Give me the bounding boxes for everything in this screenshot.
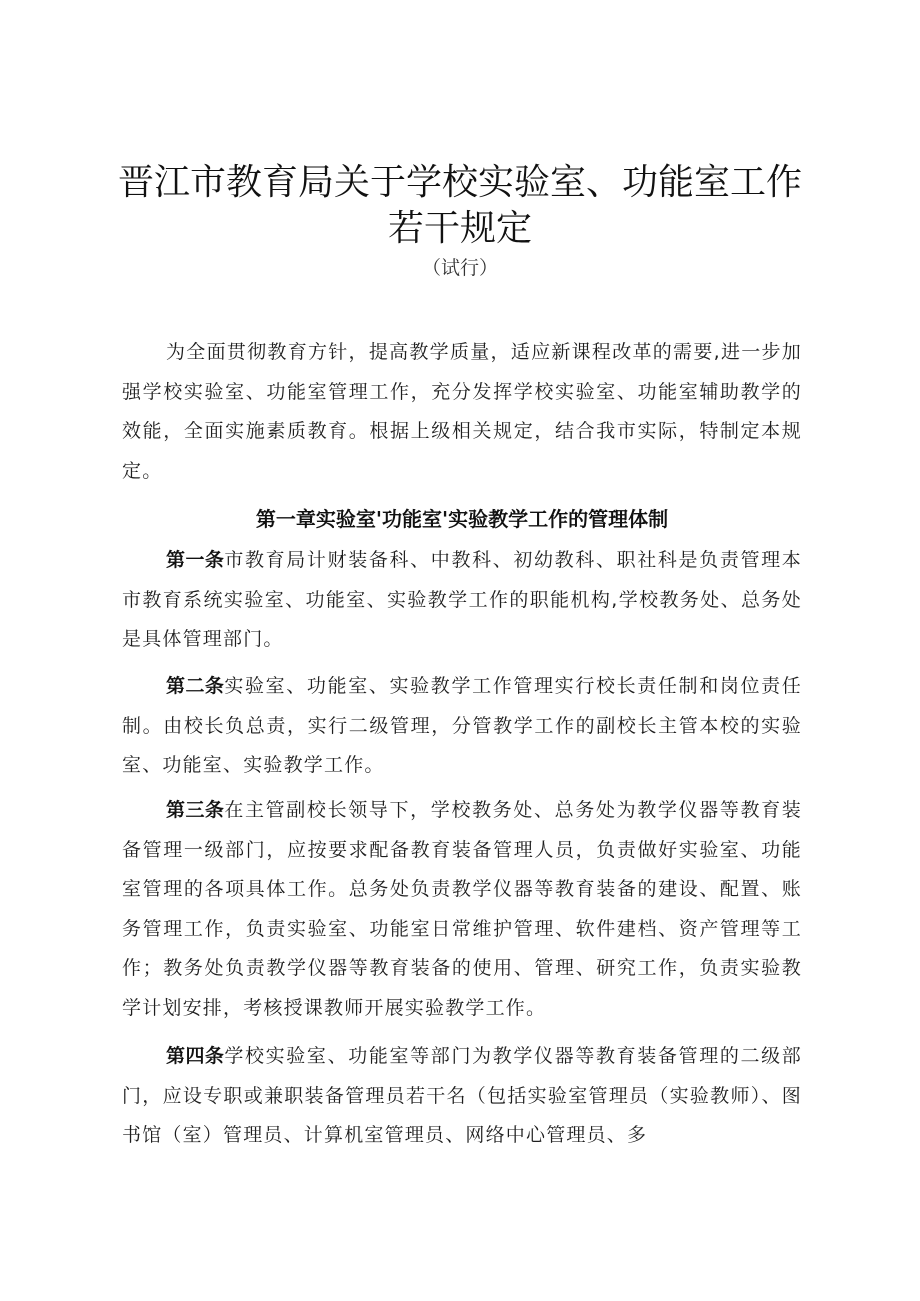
document-subtitle: （试行） bbox=[421, 257, 498, 279]
article-4-label: 第四条 bbox=[166, 1045, 225, 1067]
article-2-label: 第二条 bbox=[166, 675, 225, 697]
article-1-text: 市教育局计财装备科、中教科、初幼教科、职社科是负责管理本市教育系统实验室、功能室、实验教学工作的职能机构,学校教务处、总务处是具体管理部门。 bbox=[122, 549, 802, 651]
article-3-text: 在主管副校长领导下，学校教务处、总务处为教学仪器等教育装备管理一级部门，应按要求配备教育装备管理人员，负责做好实验室、功能室管理的各项具体工作。总务处负责教学仪器等教育装备的建设、配置、账务管理工作，负责实验室、功能室日常维护管理、软件建档、资产管理等工作；教务处负责教学仪器等教育装备的使用、管理、研究工作，负责实验教学计划安排，考核授课教师开展实验教学工作。 bbox=[122, 799, 802, 1019]
article-2 bbox=[122, 667, 802, 786]
intro-paragraph: 为全面贯彻教育方针，提高教学质量，适应新课程改革的需要,进一步加强学校实验室、功能室管理工作，充分发挥学校实验室、功能室辅助教学的效能，全面实施素质教育。根据上级相关规定，结合我市实际，特制定本规定。 bbox=[122, 341, 802, 482]
article-3-label: 第三条 bbox=[166, 799, 225, 821]
article-2-text: 实验室、功能室、实验教学工作管理实行校长责任制和岗位责任制。由校长负总责，实行二级管理，分管教学工作的副校长主管本校的实验室、功能室、实验教学工作。 bbox=[122, 675, 802, 777]
article-1-label: 第一条 bbox=[166, 549, 225, 571]
article-4-text: 学校实验室、功能室等部门为教学仪器等教育装备管理的二级部门，应设专职或兼职装备管理员若干名（包括实验室管理员（实验教师）、图书馆（室）管理员、计算机室管理员、网络中心管理员、多 bbox=[122, 1045, 802, 1147]
article-4 bbox=[122, 1037, 802, 1156]
article-3 bbox=[122, 791, 802, 1029]
article-1 bbox=[122, 541, 802, 660]
document-title: 晋江市教育局关于学校实验室、功能室工作若干规定 bbox=[118, 162, 803, 249]
chapter-one-heading: 第一章实验室'功能室'实验教学工作的管理体制 bbox=[255, 507, 669, 531]
